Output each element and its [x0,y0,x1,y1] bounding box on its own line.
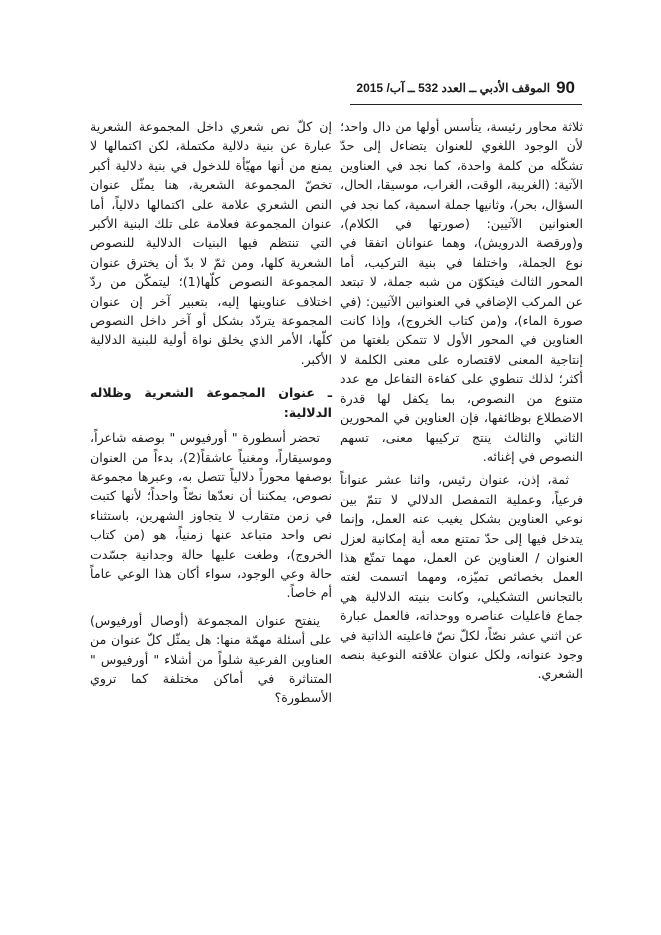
paragraph: ثمة، إذن، عنوان رئيس، واثنا عشر عنواناً فرعياً، وعملية التمفصل الدلالي لا تتمّ بين نوعي العناوين بشكل يغيب عنه العمل، وإنما يتدخل فيها إلى حدّ تمتنع معه أية إمكانية لعزل العنوان / العناوين عن العمل، مهما تمتّع هذا العمل بخصائص تميّزه، ومهما اتسمت لغته بالتجانس التشكيلي، وكانت بنيته الدلالية هي جماع فاعليات عناصره ووحداته، فالعمل عبارة عن اثني عشر نصّاً، لكلّ نصّ فاعليته الذاتية في وجود عنوانه، ولكل عنوان علاقته النوعية بنصه الشعري. [340,472,583,682]
paragraph: ثلاثة محاور رئيسة، يتأسس أولها من دال واحد؛ لأن الوجود اللغوي للعنوان يتضاءل إلى حدّ تشكّله من كلمة واحدة، كما نجد في العناوين الآتية: (الغريبة، الوقت، الغراب، موسيقا، الحال، السؤال، بحر)، وثانيها جملة اسمية، كما نجد في العنوانين الآتيين: (صورتها في الكلام)، و(ورقصة الدرويش)، وهما عنوانان اتفقا في نوع الجملة، واختلفا في بنية التركيب، أما المحور الثالث فيتكوّن من شبه جملة، لا تبتعد عن المركب الإضافي في العنوانين الآتيين: (في صورة الماء)، و(من كتاب الخروج)، وإذا كانت العناوين في المحور الأول لا تتمكن بلغتها من إنتاجية المعنى لاقتصاره على معنى الكلمة لا أكثر؛ لذلك تنطوي على كفاءة التفاعل مع عدد متنوع من النصوص، بما يكفل لها قدرة الاضطلاع بوظائفها، فإن العناوين في المحورين الثاني والثالث ينتج تركيبها معنى، تسهم النصوص في إغنائه. [340,119,583,464]
paragraph: تحضر أسطورة " أورفيوس " بوصفه شاعراً، وموسيقاراً، ومغنياً عاشقاً(2)، بدءاً من العنوان بوصفها محوراً دلالياً تتصل به، وعبرها مجموعة نصوص، يمكننا أن نعدّها نصّاً واحداً؛ لأنها كتبت في زمن متقارب لا يتجاوز الشهرين، باستثناء نص واحد متباعد عنها زمنياً، هو (من كتاب الخروج)، وطغت عليها حالة وجدانية جسّدت حالة وعي الوجود، سواء أكان هذا الوعي عاماً أم خاصاً. [90,430,332,601]
paragraph: ينفتح عنوان المجموعة (أوصال أورفيوس) على أسئلة مهمّة منها: هل يمثّل كلّ عنوان من العناوين الفرعية شلواً من أشلاء " أورفيوس " المتناثرة في أماكن مختلفة كما تروي الأسطورة؟ [90,612,332,706]
section-heading: ـ عنوان المجموعة الشعرية وظلاله الدلالية: [90,385,332,420]
left-column [90,117,332,708]
running-title: الموقف الأدبي ــ العدد 532 ــ آب/ 2015 [356,81,551,95]
header-rule [350,104,582,105]
page-number: 90 [556,78,575,97]
paragraph: إن كلّ نص شعري داخل المجموعة الشعرية عبارة عن بنية دلالية مكتملة، لكن اكتمالها لا يمنع من أنها مهيّأة للدخول في بنية دلالية أكبر تخصّ المجموعة الشعرية، هنا يمثّل عنوان النص الشعري علامة على اكتمالها دلالياً، أما عنوان المجموعة فعلامة على تلك البنية الأكبر التي تنتظم فيها البنيات الدلالية للنصوص الشعرية كلها، ومن ثمّ لا بدّ أن يخترق عنوان المجموعة النصوص كلّها(1)؛ ليتمكّن من ردّ اختلاف عناوينها إليه، بتعبير آخر إن عنوان المجموعة يتردّد بشكل أو آخر داخل النصوص كلّها، الأمر الذي يخلق نواة أولية للبنية الدلالية الأكبر. [90,119,332,367]
running-header [355,78,575,98]
right-column [340,117,583,684]
